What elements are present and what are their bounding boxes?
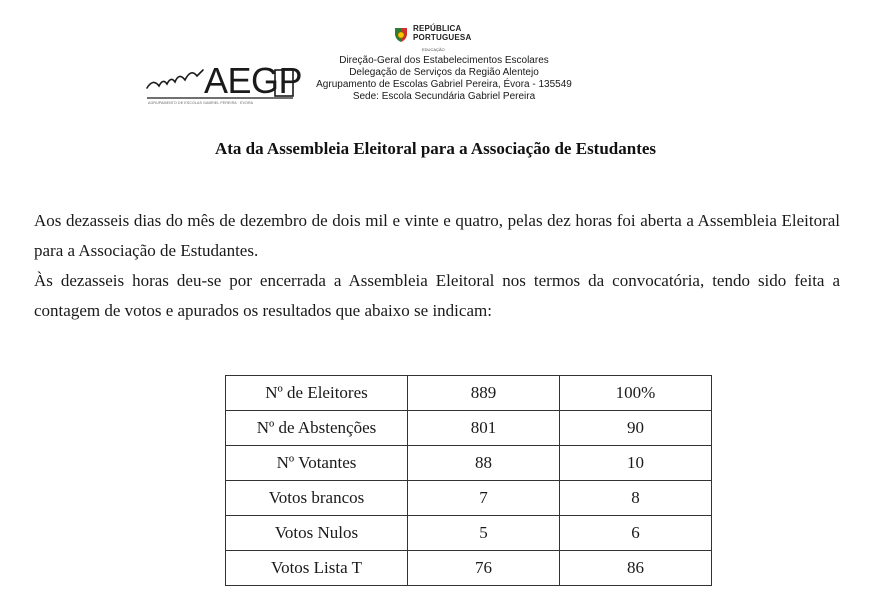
- republica-line: REPÚBLICA: [413, 24, 462, 33]
- table-row: [226, 481, 712, 516]
- aegp-logo-word: AEGP: [204, 60, 303, 101]
- row-label: Votos Nulos: [226, 516, 408, 551]
- table-row: [226, 376, 712, 411]
- results-table: [225, 375, 712, 586]
- paragraph-closing: Às dezasseis horas deu-se por encerrada a Assembleia Eleitoral nos termos da convocatória, tendo sido feita a contagem de votos e apurados os resultados que abaixo se indicam:: [34, 271, 840, 320]
- header-line-delegacao: Delegação de Serviços da Região Alentejo: [349, 67, 539, 78]
- republica-portuguesa-emblem-icon: [393, 26, 409, 44]
- row-percent: 100%: [560, 376, 712, 411]
- table-row: [226, 446, 712, 481]
- row-percent: 10: [560, 446, 712, 481]
- row-percent: 86: [560, 551, 712, 586]
- educacao-label: EDUCAÇÃO: [422, 47, 445, 52]
- aegp-logo-tagline: AGRUPAMENTO DE ESCOLAS GABRIEL PEREIRA · ÉVORA: [148, 101, 254, 105]
- row-label: Nº Votantes: [226, 446, 408, 481]
- row-count: 801: [408, 411, 560, 446]
- header-line-sede: Sede: Escola Secundária Gabriel Pereira: [352, 91, 536, 102]
- table-row: [226, 516, 712, 551]
- paragraph-opening: Aos dezasseis dias do mês de dezembro de dois mil e vinte e quatro, pelas dez horas foi aberta a Assembleia Eleitoral para a Associação de Estudantes.: [34, 211, 840, 260]
- row-count: 7: [408, 481, 560, 516]
- row-label: Nº de Abstenções: [226, 411, 408, 446]
- row-label: Nº de Eleitores: [226, 376, 408, 411]
- republica-portuguesa-text: [413, 24, 471, 42]
- document-body: [34, 206, 840, 326]
- table-row: [226, 551, 712, 586]
- header-line-dgeste: Direção-Geral dos Estabelecimentos Escolares: [339, 55, 549, 66]
- row-count: 88: [408, 446, 560, 481]
- row-label: Votos Lista T: [226, 551, 408, 586]
- row-label: Votos brancos: [226, 481, 408, 516]
- row-percent: 8: [560, 481, 712, 516]
- row-count: 5: [408, 516, 560, 551]
- header-line-agrupamento: Agrupamento de Escolas Gabriel Pereira, Évora - 135549: [316, 79, 572, 90]
- row-percent: 90: [560, 411, 712, 446]
- portuguesa-line: PORTUGUESA: [413, 33, 472, 42]
- table-row: [226, 411, 712, 446]
- row-count: 889: [408, 376, 560, 411]
- row-percent: 6: [560, 516, 712, 551]
- institution-header: [296, 55, 592, 103]
- document-title: Ata da Assembleia Eleitoral para a Associação de Estudantes: [214, 139, 657, 158]
- row-count: 76: [408, 551, 560, 586]
